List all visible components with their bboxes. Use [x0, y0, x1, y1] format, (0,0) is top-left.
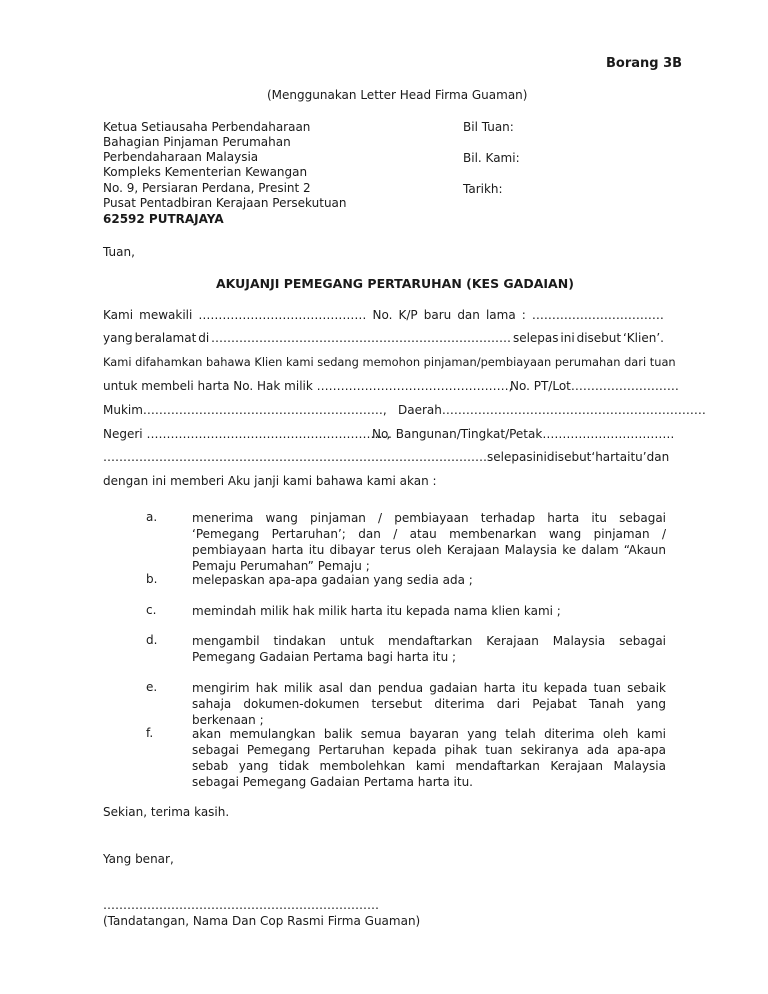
- body-line-7: [103, 450, 670, 464]
- item-text: menerima wang pinjaman / pembiayaan terhadap harta itu sebagai ‘Pemegang Pertaruhan’; dan / atau membenarkan wang pinjaman / pembiayaan harta itu dibayar terus oleh Kerajaan Malaysia ke dalam “Akaun Pemaju Perumahan” Pemaju ;: [192, 511, 666, 573]
- body-line-5a: Mukim……………………………………………………,: [103, 403, 387, 417]
- word: ini: [532, 450, 547, 464]
- item-text: memindah milik hak milik harta itu kepada nama klien kami ;: [192, 604, 561, 618]
- signature-line: ……………………………………………………………: [103, 898, 379, 912]
- word: K/P: [398, 308, 418, 322]
- body-line-1: [103, 308, 664, 322]
- salutation: Tuan,: [103, 245, 135, 259]
- address-line: Kompleks Kementerian Kewangan: [103, 165, 308, 179]
- word: disebut: [576, 331, 622, 345]
- signature-caption: (Tandatangan, Nama Dan Cop Rasmi Firma Guaman): [103, 914, 421, 928]
- address-line: Ketua Setiausaha Perbendaharaan: [103, 120, 311, 134]
- item-letter: f.: [146, 726, 154, 740]
- word: baru: [423, 308, 452, 322]
- word: Kami: [103, 308, 134, 322]
- sign-off: Yang benar,: [103, 852, 174, 866]
- word: mewakili: [139, 308, 193, 322]
- word: No.: [372, 308, 393, 322]
- body-line-4a: untuk membeli harta No. Hak milik …………………………………………,: [103, 379, 513, 393]
- body-line-2: [103, 331, 664, 345]
- item-text: akan memulangkan balik semua bayaran yang telah diterima oleh kami sebagai Pemegang Pertaruhan kepada pihak tuan sekiranya ada apa-apa sebab yang tidak membolehkan kami mendaftarkan Kerajaan Malaysia sebagai Pemegang Gadaian Pertama harta itu.: [192, 727, 666, 789]
- postcode-city: 62592 PUTRAJAYA: [103, 212, 224, 226]
- item-letter: b.: [146, 572, 158, 586]
- ref-tarikh: Tarikh:: [463, 182, 503, 196]
- item-letter: d.: [146, 633, 158, 647]
- address-line: No. 9, Persiaran Perdana, Presint 2: [103, 181, 311, 195]
- word: ‘Klien’.: [622, 331, 664, 345]
- form-code: Borang 3B: [606, 56, 683, 71]
- word: beralamat: [134, 331, 197, 345]
- word: lama: [485, 308, 516, 322]
- item-text: mengambil tindakan untuk mendaftarkan Kerajaan Malaysia sebagai Pemegang Gadaian Pertama bagi harta itu ;: [192, 634, 666, 664]
- word: ‘harta: [591, 450, 628, 464]
- fill-dots: ……………………………: [531, 308, 664, 322]
- ref-bil-tuan: Bil Tuan:: [463, 120, 514, 134]
- item-letter: e.: [146, 680, 158, 694]
- body-line-6a: Negeri ……………………………………………………,: [103, 427, 391, 441]
- word: :: [521, 308, 526, 322]
- word: ini: [560, 331, 575, 345]
- item-letter: a.: [146, 510, 158, 524]
- closing-text: Sekian, terima kasih.: [103, 805, 230, 819]
- body-line-3: Kami difahamkan bahawa Klien kami sedang memohon pinjaman/pembiayaan perumahan dari tuan: [103, 355, 676, 369]
- address-line: Bahagian Pinjaman Perumahan: [103, 135, 291, 149]
- body-line-6b: No. Bangunan/Tingkat/Petak……………………………: [372, 427, 675, 441]
- document-title: AKUJANJI PEMEGANG PERTARUHAN (KES GADAIAN): [216, 276, 574, 291]
- fill-dots: …………………………………………………………………: [211, 331, 512, 345]
- ref-bil-kami: Bil. Kami:: [463, 151, 520, 165]
- address-line: Perbendaharaan Malaysia: [103, 150, 259, 164]
- word: disebut: [546, 450, 592, 464]
- body-line-8: dengan ini memberi Aku janji kami bahawa kami akan :: [103, 474, 437, 488]
- word: selepas: [487, 450, 533, 464]
- word: itu’: [627, 450, 647, 464]
- word: selepas: [512, 331, 559, 345]
- body-line-5b: Daerah…………………………………………………………: [398, 403, 706, 417]
- word: di: [198, 331, 210, 345]
- letterhead-note: (Menggunakan Letter Head Firma Guaman): [267, 88, 528, 102]
- body-line-4b: No. PT/Lot………………………: [510, 379, 679, 393]
- fill-dots: ……………………………………………………………………………………: [103, 450, 487, 464]
- fill-dots: ……………………………………: [198, 308, 367, 322]
- item-letter: c.: [146, 603, 157, 617]
- item-text: mengirim hak milik asal dan pendua gadaian harta itu kepada tuan sebaik sahaja dokumen-dokumen tersebut diterima dari Pejabat Tanah yang berkenaan ;: [192, 681, 666, 727]
- word: dan: [646, 450, 670, 464]
- word: dan: [457, 308, 480, 322]
- word: yang: [103, 331, 133, 345]
- address-line: Pusat Pentadbiran Kerajaan Persekutuan: [103, 196, 347, 210]
- item-text: melepaskan apa-apa gadaian yang sedia ada ;: [192, 573, 473, 587]
